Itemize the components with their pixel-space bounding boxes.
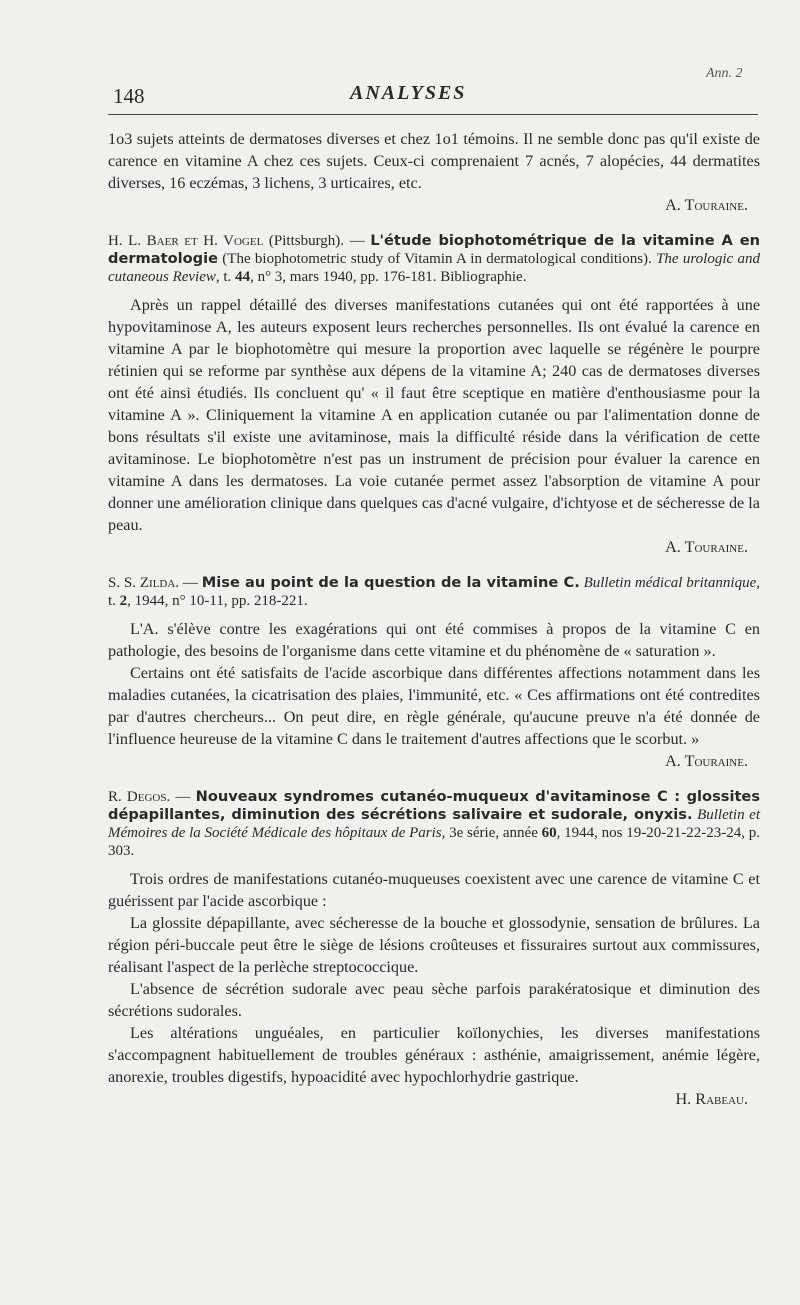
top-paragraph: 1o3 sujets atteints de dermatoses diverses et chez 1o1 témoins. Il ne semble donc pas qu'il existe de carence en vitamine A chez ces sujets. Ceux-ci comprenaient 7 acnés, 7 alopécies, 44 dermatites diverses, 16 eczémas, 3 lichens, 3 urticaires, etc. xyxy=(108,130,760,192)
entry-paragraph: La glossite dépapillante, avec sécheresse de la bouche et glossodynie, sensation de brûlures. La région péri-buccale peut être le siège de lésions croûteuses et fissuraires surtout aux commissures, réalisant l'aspect de la perlèche streptococcique. xyxy=(108,914,760,976)
entry-paragraph: L'absence de sécrétion sudorale avec peau sèche parfois parakératosique et diminution des sécrétions sudorales. xyxy=(108,980,760,1020)
page-content xyxy=(108,128,760,1110)
entry-place: (Pittsburgh). — xyxy=(263,233,371,249)
entry-reference xyxy=(108,574,760,610)
entry-authors: S. S. Zilda xyxy=(108,575,176,591)
entry-ref-b: , 1944, nos 19-20-21-22-23-24, p. 303. xyxy=(108,825,760,859)
corner-note: Ann. 2 xyxy=(706,66,743,81)
entry-signature: A. Touraine. xyxy=(665,752,748,770)
analysis-entry-2 xyxy=(108,574,760,772)
entry-subtitle: (The biophotometric study of Vitamin A in dermatological conditions). xyxy=(217,251,657,267)
entry-journal: Bulletin et Mémoires de la Société Médicale des hôpitaux de Paris xyxy=(108,807,760,841)
entry-journal: Bulletin médical britannique xyxy=(583,575,757,591)
entry-signature: A. Touraine. xyxy=(665,538,748,556)
entry-title: L'étude biophotométrique de la vitamine A en dermatologie xyxy=(108,232,760,267)
entry-ref-b: , n° 3, mars 1940, pp. 176-181. Bibliographie. xyxy=(250,269,527,285)
header-rule xyxy=(108,114,758,115)
entry-authors: H. L. Baer et H. Vogel xyxy=(108,233,264,249)
entry-paragraph: Certains ont été satisfaits de l'acide ascorbique dans différentes affections notamment dans les maladies cutanées, la cicatrisation des plaies, l'immunité, etc. « Ces affirmations ont été contredites par d'autres chercheurs... On peut dire, en règle générale, qu'aucune preuve n'a été donnée de l'influence heureuse de la vitamine C dans le traitement d'autres affections que le scorbut. » xyxy=(108,664,760,748)
page-header xyxy=(0,0,800,120)
entry-volume: 2 xyxy=(119,593,128,609)
entry-reference xyxy=(108,232,760,286)
entry-volume: 44 xyxy=(235,269,251,285)
entry-paragraph: L'A. s'élève contre les exagérations qui ont été commises à propos de la vitamine C en pathologie, des besoins de l'organisme dans cette vitamine et du phénomène de « saturation ». xyxy=(108,620,760,660)
top-signature: A. Touraine. xyxy=(665,196,748,214)
entry-ref-a: , t. xyxy=(108,575,760,609)
running-title: ANALYSES xyxy=(350,82,467,104)
entry-place: . — xyxy=(166,789,196,805)
entry-paragraph: Trois ordres de manifestations cutanéo-muqueuses coexistent avec une carence de vitamine C et guérissent par l'acide ascorbique : xyxy=(108,870,760,910)
entry-paragraph: Après un rappel détaillé des diverses manifestations cutanées qui ont été rapportées à une hypovitaminose A, les auteurs exposent leurs recherches personnelles. Ils ont évalué la carence en vitamine A par le biophotomètre qui mesure la proportion avec laquelle se régénère le pourpre rétinien qui se reforme par synthèse aux dépens de la vitamine A; 240 cas de dermatoses diverses ont été ainsi étudiés. Ils concluent qu' « il faut être sceptique en matière d'enthousiasme pour la vitamine A ». Cliniquement la vitamine A en application cutanée ou par l'alimentation donne de bons résultats s'il existe une avitaminose, mais la difficulté réside dans la vérification de cette avitaminose. Le biophotomètre n'est pas un instrument de précision pour évaluer la carence en vitamine A dans les dermatoses. La voie cutanée permet assez l'absorption de vitamine A pour donner une amélioration clinique dans quelques cas d'acné vulgaire, d'ichtyose et de sécheresse de la peau. xyxy=(108,296,760,534)
analysis-entry-3 xyxy=(108,788,760,1110)
entry-journal: The urologic and cutaneous Review xyxy=(108,251,760,285)
entry-ref-a: , 3e série, année xyxy=(441,825,542,841)
analysis-entry-1 xyxy=(108,232,760,558)
page-number: 148 xyxy=(113,84,145,108)
entry-paragraph: Les altérations unguéales, en particulier koïlonychies, les diverses manifestations s'accompagnent habituellement de troubles généraux : asthénie, amaigrissement, anémie légère, anorexie, troubles digestifs, hypoacidité avec hypochlorhydrie gastrique. xyxy=(108,1024,760,1086)
entry-title: Mise au point de la question de la vitamine C. xyxy=(201,574,580,591)
entry-ref-b: , 1944, n° 10-11, pp. 218-221. xyxy=(127,593,308,609)
entry-reference xyxy=(108,788,760,860)
entry-title: Nouveaux syndromes cutanéo-muqueux d'avitaminose C : glossites dépapillantes, diminution des sécrétions salivaire et sudorale, onyxis. xyxy=(108,788,761,823)
entry-volume: 60 xyxy=(541,825,557,841)
entry-authors: R. Degos xyxy=(108,789,167,805)
entry-ref-a: , t. xyxy=(215,269,236,285)
entry-signature: H. Rabeau. xyxy=(675,1090,748,1108)
entry-place: . — xyxy=(175,575,202,591)
